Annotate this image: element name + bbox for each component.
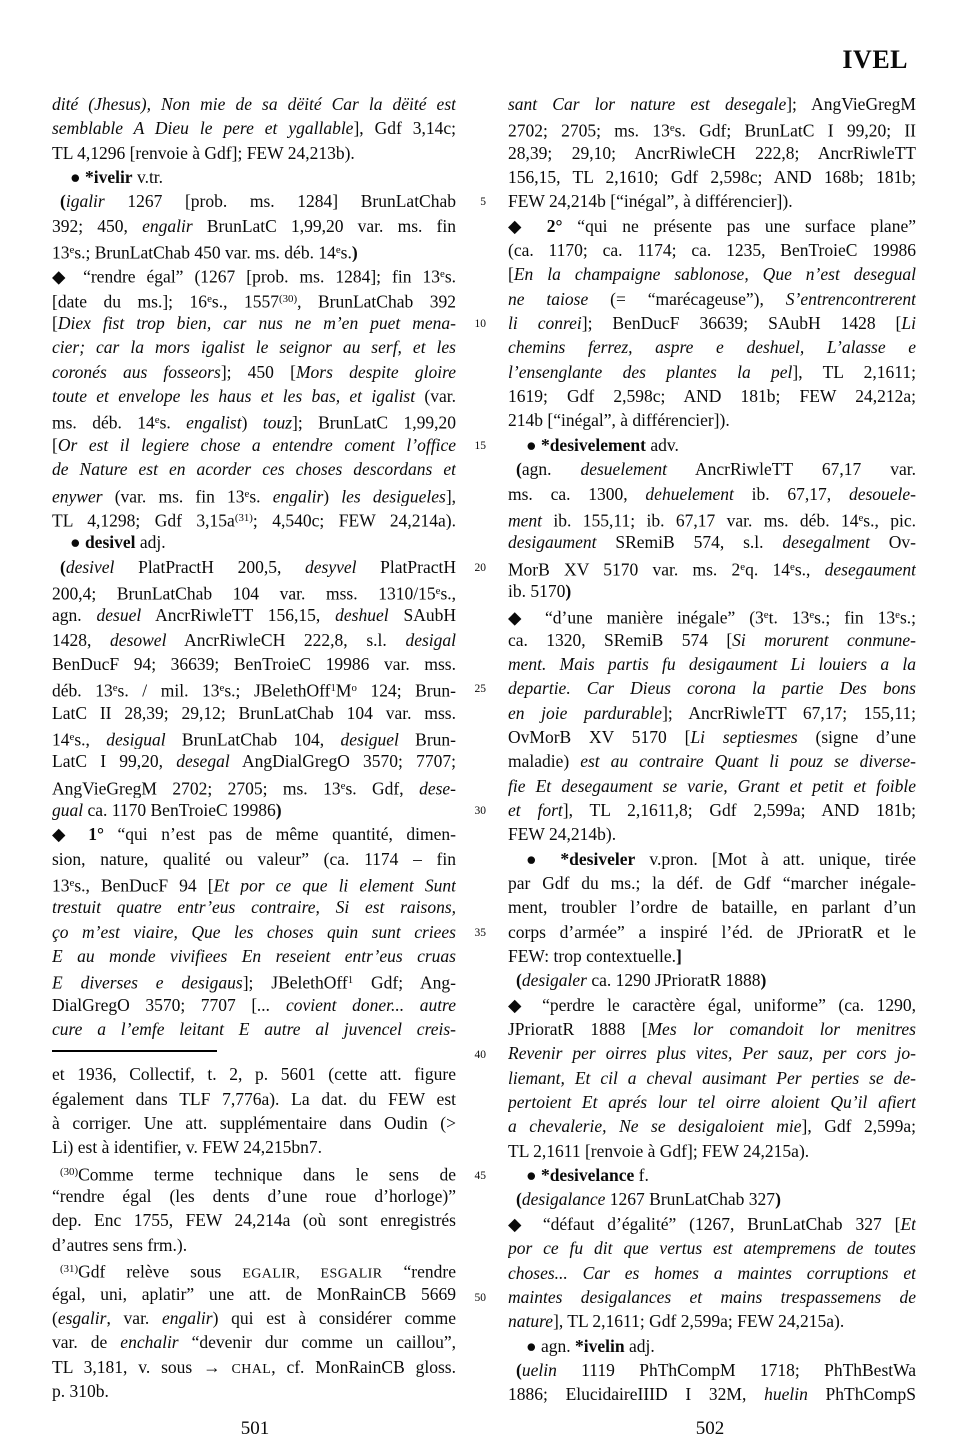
text-line: 156,15, TL 2,1610; Gdf 2,598c; AND 168b; 181b; (508, 167, 916, 188)
text-line: égal, uni, aplatir” une att. de MonRainCB 5669 (52, 1283, 456, 1304)
text-line: 1428, desowel AncrRiwleCH 222,8, s.l. desigal (52, 629, 456, 650)
text-line: BenDucF 94; 36639; BenTroieC 19986 var. mss. (52, 653, 456, 674)
text-line: pertoient Et aprés lour tel oirre aloient Qu’il afiert (508, 1092, 916, 1113)
text-line: (desivel PlatPractH 200,5, desyvel PlatPractH (60, 556, 456, 577)
text-line: [Diex fist trop bien, car nus ne m’en puet mena- (52, 313, 456, 334)
text-line: et 1936, Collectif, t. 2, p. 5601 (cette att. figure (52, 1064, 456, 1085)
line-number: 40 (474, 1048, 486, 1061)
right-column (508, 92, 916, 1407)
text-line: l’ensenglante des plantes la pel], TL 2,1611; (508, 361, 916, 382)
text-line: var. de enchalir “devenir dur comme un caillou”, (52, 1332, 456, 1353)
text-line: ms. ca. 1300, dehuelement ib. 67,17, desouele- (508, 483, 916, 504)
text-line: ment ib. 155,11; ib. 67,17 var. ms. déb. 14es., pic. (508, 510, 916, 531)
text-line: 13es.; BrunLatChab 450 var. ms. déb. 14es.) (52, 242, 358, 263)
text-line: E au monde vivifiees En reseient entr’eus cruas (52, 946, 456, 967)
text-line: MorB XV 5170 var. ms. 2eq. 14es., desegaument (508, 558, 916, 579)
text-line: FEW 24,214b). (508, 824, 617, 845)
line-number: 20 (474, 561, 486, 574)
text-line: FEW: trop contextuelle.] (508, 946, 682, 967)
text-line: AngVieGregM 2702; 2705; ms. 13es. Gdf, dese- (52, 778, 456, 798)
text-line: [En la champaigne sablonose, Que n’est desegual (508, 264, 916, 285)
text-line: ms. déb. 14es. engalist) touz]; BrunLatC 1,99,20 (52, 412, 456, 433)
running-head: IVEL (842, 45, 908, 74)
text-line: ◆ “défaut d’égalité” (1267, BrunLatChab 327 [Et (508, 1213, 916, 1234)
text-line: semblable A Dieu le pere et ygallable], Gdf 3,14c; (52, 118, 456, 139)
text-line: sant Car lor nature est desegale]; AngVieGregM (508, 94, 916, 114)
text-line: ● *desivelement adv. (526, 434, 679, 455)
text-line: “rendre égal (les dents d’une roue d’horloge)” (52, 1186, 456, 1207)
right-column-body (508, 92, 916, 1407)
text-line: (esgalir, var. engalir) qui est à considérer comme (52, 1307, 456, 1328)
text-line: Revenir per oirres plus vites, Per sauz, per cors jo- (508, 1043, 916, 1064)
text-line: déb. 13es. / mil. 13es.; $JBelethOff^1M^o$ 124; Brun- (52, 680, 456, 701)
text-line: 392; 450, engalir BrunLatC 1,99,20 var. ms. fin (52, 215, 456, 236)
left-column (52, 92, 456, 1403)
text-line: [Or est il legiere chose a entendre coment l’office (52, 434, 456, 455)
text-line: TL 4,1296 [renvoie à Gdf]; FEW 24,213b). (52, 142, 355, 163)
text-line: Li) est à identifier, v. FEW 24,215bn7. (52, 1137, 323, 1158)
text-line: (agn. desuelement AncrRiwleTT 67,17 var. (516, 459, 916, 480)
text-line: ib. 5170) (508, 580, 572, 601)
text-line: 28,39; 29,10; AncrRiwleCH 222,8; AncrRiwleTT (508, 142, 916, 163)
line-number: 15 (474, 439, 486, 452)
text-line: 1619; Gdf 2,598c; AND 181b; FEW 24,212a; (508, 386, 916, 407)
line-number: 30 (474, 805, 486, 818)
text-line: et fort], TL 2,1611,8; Gdf 2,599a; AND 181b; (508, 799, 916, 820)
text-line: 14es., desigual BrunLatChab 104, desiguel Brun- (52, 729, 456, 750)
text-line: ◆ 1° “qui n’est pas de même quantité, dimen- (52, 824, 456, 845)
text-line: [date du ms.]; 16es., 1557$^{(30)}$, BrunLatChab 392 (52, 291, 456, 312)
line-number: 45 (474, 1170, 486, 1183)
text-line: DialGregO 3570; 7707 [... covient doner... autre (52, 994, 456, 1015)
left-column-footnotes (52, 1062, 456, 1403)
line-number: 5 (480, 196, 486, 209)
page-number-left: 501 (240, 1418, 270, 1439)
text-line: 1886; ElucidaireIIID I 32M, huelin PhThCompS (508, 1384, 916, 1405)
text-line: toute et envelope les haus et les bas, et igalist (var. (52, 386, 456, 407)
text-line: cier; car la mors igalist le seignor au serf, et les (52, 337, 456, 358)
text-line: 200,4; BrunLatChab 104 var. mss. 1310/15es., (52, 583, 456, 604)
text-line: ◆ “perdre le caractère égal, uniforme” (ca. 1290, (508, 994, 916, 1015)
text-line: JPrioratR 1888 [Mes lor comandoit lor menitres (508, 1019, 916, 1040)
text-line: 2702; 2705; ms. 13es. Gdf; BrunLatC I 99,20; II (508, 120, 916, 141)
text-line: FEW 24,214b [“inégal”, à différencier]). (508, 191, 793, 212)
text-line: E diverses e desigaus]; JBelethOff$^1$ Gdf; Ang- (52, 972, 456, 993)
line-number: 50 (474, 1292, 486, 1305)
text-line: agn. desuel AncrRiwleTT 156,15, deshuel SAubH (52, 605, 456, 626)
text-line: ca. 1320, SRemiB 574 [Si morurent conmune- (508, 629, 916, 650)
line-number: 25 (474, 683, 486, 696)
text-line: 13es., BenDucF 94 [Et por ce que li element Sunt (52, 875, 456, 896)
text-line: (desigalance 1267 BrunLatChab 327) (516, 1189, 781, 1210)
text-line: ● *desivelance f. (526, 1165, 649, 1186)
text-line: à corriger. Une att. supplémentaire dans Oudin (> (52, 1113, 456, 1134)
text-line: de Nature est en acorder ces choses descordans et (52, 459, 456, 480)
text-line: TL 3,181, v. sous → CHAL, cf. MonRainCB gloss. (52, 1356, 456, 1377)
page-number-right: 502 (695, 1418, 725, 1439)
text-line: LatC I 99,20, desegal AngDialGregO 3570; 7707; (52, 751, 456, 772)
text-line: a chevalerie, Ne se desigaloient mie], Gdf 2,599a; (508, 1116, 916, 1137)
text-line: maintes desigalances et mains trespassemens de (508, 1286, 916, 1307)
footnote-rule (52, 1050, 217, 1052)
text-line: ne taiose (= “marécageuse”), S’entrencontrerent (508, 288, 916, 309)
text-line: ◆ “d’une manière inégale” (3et. 13es.; fin 13es.; (508, 607, 916, 628)
text-line: (igalir 1267 [prob. ms. 1284] BrunLatChab (60, 191, 456, 212)
text-line: chemins ferrez, aspre e deshuel, L’alasse e (508, 337, 916, 358)
text-line: (desigaler ca. 1290 JPrioratR 1888) (516, 970, 767, 991)
text-line: dep. Enc 1755, FEW 24,214a (où sont enregistrés (52, 1210, 456, 1231)
line-number: 35 (474, 926, 486, 939)
text-line: ● *desiveler v.pron. [Mot à att. unique, tirée (526, 848, 916, 869)
text-line: 214b [“inégal”, à différencier]). (508, 410, 730, 431)
text-line: également dans TLF 7,776a). La dat. du FEW est (52, 1088, 456, 1109)
text-line: liemant, Et cil a cheval ausimant Per perties se de- (508, 1067, 916, 1088)
text-line: dité (Jhesus), Non mie de sa dëité Car la dëité est (52, 94, 456, 114)
text-line: $^{(31)}$Gdf relève sous EGALIR, ESGALIR “rendre (60, 1261, 456, 1282)
text-line: departie. Car Dieus corona la partie Des bons (508, 678, 916, 699)
text-line: por ce fu dit que vertus est atempremens de toutes (508, 1238, 916, 1259)
text-line: nature], TL 2,1611; Gdf 2,599a; FEW 24,215a). (508, 1311, 845, 1332)
text-line: desigaument SRemiB 574, s.l. desegalment Ov- (508, 532, 916, 553)
text-line: ● *ivelir v.tr. (70, 167, 164, 188)
text-line: sion, nature, qualité ou valeur” (ca. 1174 – fin (52, 848, 456, 869)
text-line: cure a l’emfe leitant E autre al juvencel creis- (52, 1019, 456, 1040)
text-line: $^{(30)}$Comme terme technique dans le sens de (60, 1164, 456, 1185)
text-line: ● desivel adj. (70, 532, 166, 553)
text-line: li conrei]; BenDucF 36639; SAubH 1428 [Li (508, 313, 916, 334)
text-line: maladie) est au contraire Quant li pouz se diverse- (508, 751, 916, 772)
text-line: ● agn. *ivelin adj. (526, 1335, 655, 1356)
text-line: (uelin 1119 PhThCompM 1718; PhThBestWa (516, 1359, 916, 1380)
text-line: trestuit quatre entr’eus contraire, Si est raisons, (52, 897, 456, 918)
text-line: gual ca. 1170 BenTroieC 19986) (52, 799, 282, 820)
text-line: fie Et desegaument se varie, Grant et petit et foible (508, 775, 916, 796)
text-line: en joie pardurable]; AncrRiwleTT 67,17; 155,11; (508, 702, 916, 723)
text-line: ◆ 2° “qui ne présente pas une surface plane” (508, 215, 916, 236)
text-line: coronés aus fosseors]; 450 [Mors despite gloire (52, 361, 456, 382)
text-line: OvMorB XV 5170 [Li septiesmes (signe d’une (508, 726, 916, 747)
text-line: TL 4,1298; Gdf $3,15a^{(31)}$; 4,540c; FEW 24,214a). (52, 510, 456, 531)
text-line: enywer (var. ms. fin 13es. engalir) les desigueles], (52, 485, 456, 506)
text-line: LatC II 28,39; 29,12; BrunLatChab 104 var. mss. (52, 702, 456, 723)
text-line: (ca. 1170; ca. 1174; ca. 1235, BenTroieC 19986 (508, 240, 916, 261)
text-line: choses... Car es homes a maintes corruptions et (508, 1262, 916, 1283)
text-line: d’autres sens frm.). (52, 1234, 188, 1255)
text-line: ment. Mais partis fu desigaument Li louiers a la (508, 653, 916, 674)
text-line: corps d’armée” a inspiré l’éd. de JPrioratR et le (508, 921, 916, 942)
text-line: ◆ “rendre égal” (1267 [prob. ms. 1284]; fin 13es. (52, 266, 456, 287)
text-line: TL 2,1611 [renvoie à Gdf]; FEW 24,215a). (508, 1140, 810, 1161)
text-line: p. 310b. (52, 1380, 109, 1401)
text-line: ment, troubler l’ordre de bataille, en parlant d’un (508, 897, 916, 918)
left-column-body (52, 92, 456, 1041)
text-line: ço m’est viaire, Que les choses quin sunt criees (52, 921, 456, 942)
line-number: 10 (474, 318, 486, 331)
text-line: par Gdf du ms.; la déf. de Gdf “marcher inégale- (508, 873, 916, 893)
